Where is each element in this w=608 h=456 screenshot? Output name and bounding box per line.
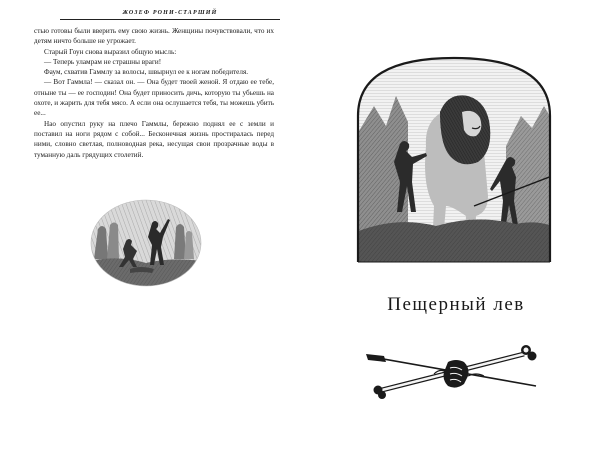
paragraph: Фаум, схватив Гаммлу за волосы, швырнул ее к ногам победителя. [44, 68, 249, 77]
running-head-rule [60, 19, 280, 20]
paragraph: — Вот Гаммла! — сказал он. — Она будет твоей женой. Я отдаю ее тебе, отныне ты — ее господин! Она будет приносить дичь, которую ты убьешь на охоте, и жарить для тебя мясо. А если она ослушается тебя, ты можешь убить ее... [34, 78, 274, 118]
oval-engraving-illustration [90, 199, 202, 287]
paragraph: стью готовы были вверить ему свою жизнь. Женщины почувствовали, что их детям ничто больше не угрожает. [34, 27, 274, 46]
paragraph: — Теперь уламрам не страшны враги! [44, 57, 162, 66]
paragraph: Нао опустил руку на плечо Гаммлы, бережно поднял ее с земли и поставил на ноги рядом с собой... Бесконечная жизнь простиралась перед ними, словно светлая, полноводная река, несущая свои прозрачные воды в туманную даль грядущих столетий. [34, 119, 274, 159]
crossed-spear-bone-ornament [364, 332, 548, 408]
cave-lion-engraving-illustration [356, 56, 552, 264]
running-head: ЖОЗЕФ РОНИ-СТАРШИЙ [122, 10, 218, 16]
right-page [304, 0, 608, 456]
body-text [34, 26, 274, 160]
paragraph: Старый Гоун снова выразил общую мысль: [44, 47, 177, 56]
chapter-title: Пещерный лев [387, 294, 525, 315]
